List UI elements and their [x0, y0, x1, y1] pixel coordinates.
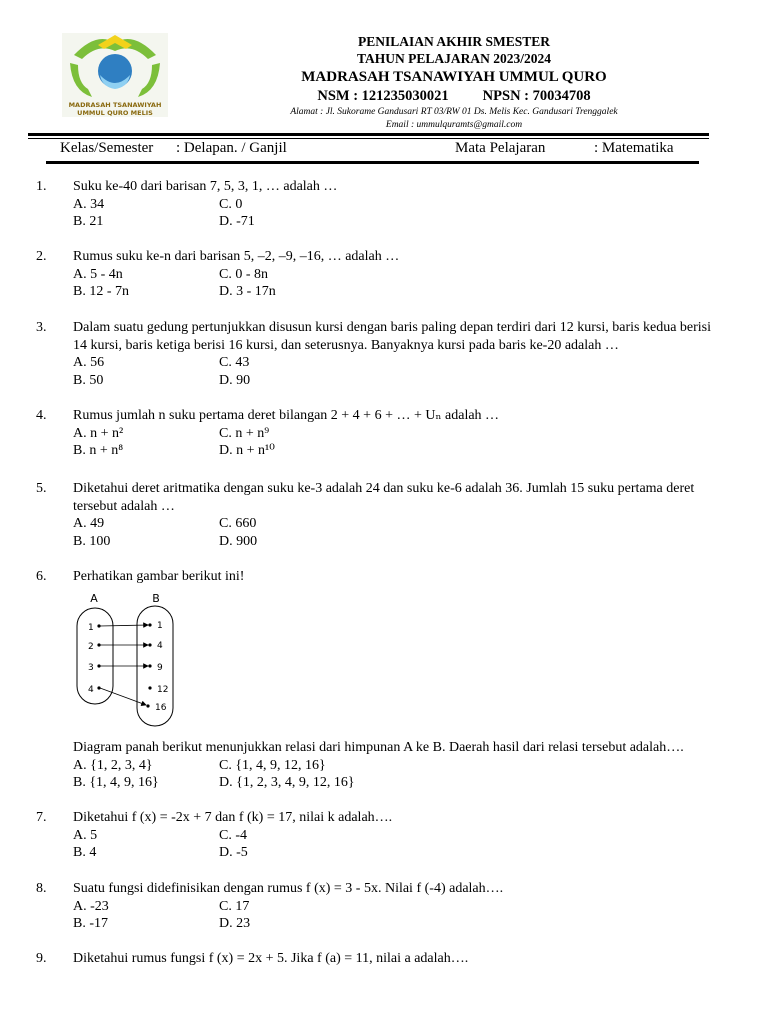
option-b: B. 21 [73, 214, 104, 229]
academic-year: TAHUN PELAJARAN 2023/2024 [356, 51, 551, 66]
set-a-item-3: 3 [88, 663, 94, 673]
option-a: A. 5 - 4n [73, 266, 123, 282]
set-a-item-4: 4 [88, 685, 94, 695]
option-c: C. 0 [219, 196, 243, 212]
option-a: A. 34 [73, 196, 105, 212]
exam-title: PENILAIAN AKHIR SMESTER [357, 34, 551, 49]
option-b: B. 100 [73, 533, 111, 549]
question-text: Perhatikan gambar berikut ini! [73, 569, 245, 584]
option-a: A. 49 [73, 516, 105, 531]
question-text: Rumus suku ke-n dari barisan 5, –2, –9, –16, … adalah … [73, 249, 400, 264]
question-text-after-diagram: Diagram panah berikut menunjukkan relasi dari himpunan A ke B. Daerah hasil dari relasi tersebut adalah…. [73, 740, 684, 755]
set-b-dot [148, 664, 151, 667]
option-c: C. -4 [219, 827, 247, 843]
set-a-item-2: 2 [88, 642, 94, 652]
question-number: 6. [36, 569, 47, 584]
set-b-item-1: 1 [157, 621, 163, 631]
option-c: C. 43 [219, 355, 250, 370]
kelas-value: : Delapan. / Ganjil [176, 140, 287, 156]
option-a: A. -23 [73, 898, 109, 914]
option-b: B. 50 [73, 372, 104, 388]
arrow-4-to-16 [100, 688, 146, 705]
option-b: B. {1, 4, 9, 16} [73, 775, 159, 790]
set-b-dot [146, 704, 149, 707]
set-b-dot [148, 686, 151, 689]
set-a-oval [77, 608, 113, 704]
question-number: 8. [36, 881, 47, 896]
mapel-label: Mata Pelajaran [455, 140, 546, 156]
logo-text-1: MADRASAH TSANAWIYAH [68, 101, 162, 109]
question-text-line-1: Dalam suatu gedung pertunjukkan disusun kursi dengan baris paling depan terdiri dari 12 kursi, baris kedua berisi [73, 320, 712, 335]
question-number: 9. [36, 951, 47, 966]
option-d: D. 3 - 17n [219, 284, 276, 299]
question-number: 3. [36, 320, 47, 335]
question-number: 4. [36, 408, 47, 423]
arrow-1-to-1 [100, 625, 148, 626]
school-email: Email : ummulquramts@gmail.com [385, 120, 523, 130]
question-text: Suatu fungsi didefinisikan dengan rumus f (x) = 3 - 5x. Nilai f (-4) adalah…. [73, 881, 504, 896]
option-d: D. 900 [219, 533, 258, 549]
option-a: A. {1, 2, 3, 4} [73, 757, 153, 773]
question-text-line-2: 14 kursi, baris ketiga berisi 16 kursi, dan seterusnya. Banyaknya kursi pada baris ke-20 adalah … [73, 337, 619, 353]
question-text: Diketahui f (x) = -2x + 7 dan f (k) = 17, nilai k adalah…. [73, 810, 393, 825]
set-b-dot [148, 643, 151, 646]
option-c: C. n + n⁹ [219, 425, 270, 441]
nsm: NSM : 121235030021 [317, 88, 449, 104]
option-c: C. {1, 4, 9, 12, 16} [219, 757, 326, 773]
option-b: B. n + n⁸ [73, 443, 124, 458]
set-b-label: B [152, 592, 160, 605]
question-number: 2. [36, 249, 47, 264]
question-text: Suku ke-40 dari barisan 7, 5, 3, 1, … adalah … [73, 179, 338, 194]
school-name: MADRASAH TSANAWIYAH UMMUL QURO [301, 69, 607, 85]
kelas-label: Kelas/Semester [60, 140, 154, 156]
arrow-diagram [70, 588, 180, 730]
option-d: D. {1, 2, 3, 4, 9, 12, 16} [219, 775, 355, 790]
set-b-item-12: 12 [157, 685, 169, 695]
question-number: 1. [36, 179, 47, 194]
header-rule-thin [28, 138, 709, 139]
set-a-item-1: 1 [88, 623, 94, 633]
option-d: D. -71 [219, 214, 255, 229]
question-number: 7. [36, 810, 47, 825]
set-b-item-4: 4 [157, 641, 163, 651]
set-b-dot [148, 623, 151, 626]
set-b-item-16: 16 [155, 703, 167, 713]
question-text: Diketahui rumus fungsi f (x) = 2x + 5. Jika f (a) = 11, nilai a adalah…. [73, 951, 469, 966]
header-rule-thick [28, 133, 709, 136]
option-c: C. 17 [219, 898, 250, 914]
option-b: B. 12 - 7n [73, 284, 129, 299]
question-text-line-2: tersebut adalah … [73, 498, 175, 514]
logo-text-2: UMMUL QURO MELIS [77, 109, 153, 117]
question-text-line-1: Diketahui deret aritmatika dengan suku ke-3 adalah 24 dan suku ke-6 adalah 36. Jumlah 15 suku pertama deret [73, 481, 695, 496]
school-address: Alamat : Jl. Sukorame Gandusari RT 03/RW 01 Ds. Melis Kec. Gandusari Trenggalek [290, 107, 618, 117]
school-ids [200, 88, 708, 105]
option-a: A. 56 [73, 355, 105, 370]
option-a: A. n + n² [73, 425, 124, 441]
option-b: B. 4 [73, 845, 97, 860]
set-a-label: A [90, 592, 98, 605]
school-logo [62, 33, 168, 117]
mapel-value: : Matematika [594, 140, 674, 156]
set-b-item-9: 9 [157, 663, 163, 673]
option-a: A. 5 [73, 827, 98, 843]
option-c: C. 0 - 8n [219, 266, 268, 282]
option-d: D. 90 [219, 372, 251, 388]
npsn: NPSN : 70034708 [482, 88, 591, 104]
question-text: Rumus jumlah n suku pertama deret bilangan 2 + 4 + 6 + … + Uₙ adalah … [73, 408, 500, 423]
option-d: D. -5 [219, 845, 248, 860]
option-c: C. 660 [219, 516, 257, 531]
option-b: B. -17 [73, 916, 108, 931]
question-number: 5. [36, 481, 47, 496]
info-rule [46, 161, 699, 164]
option-d: D. 23 [219, 916, 251, 931]
option-d: D. n + n¹⁰ [219, 443, 275, 458]
